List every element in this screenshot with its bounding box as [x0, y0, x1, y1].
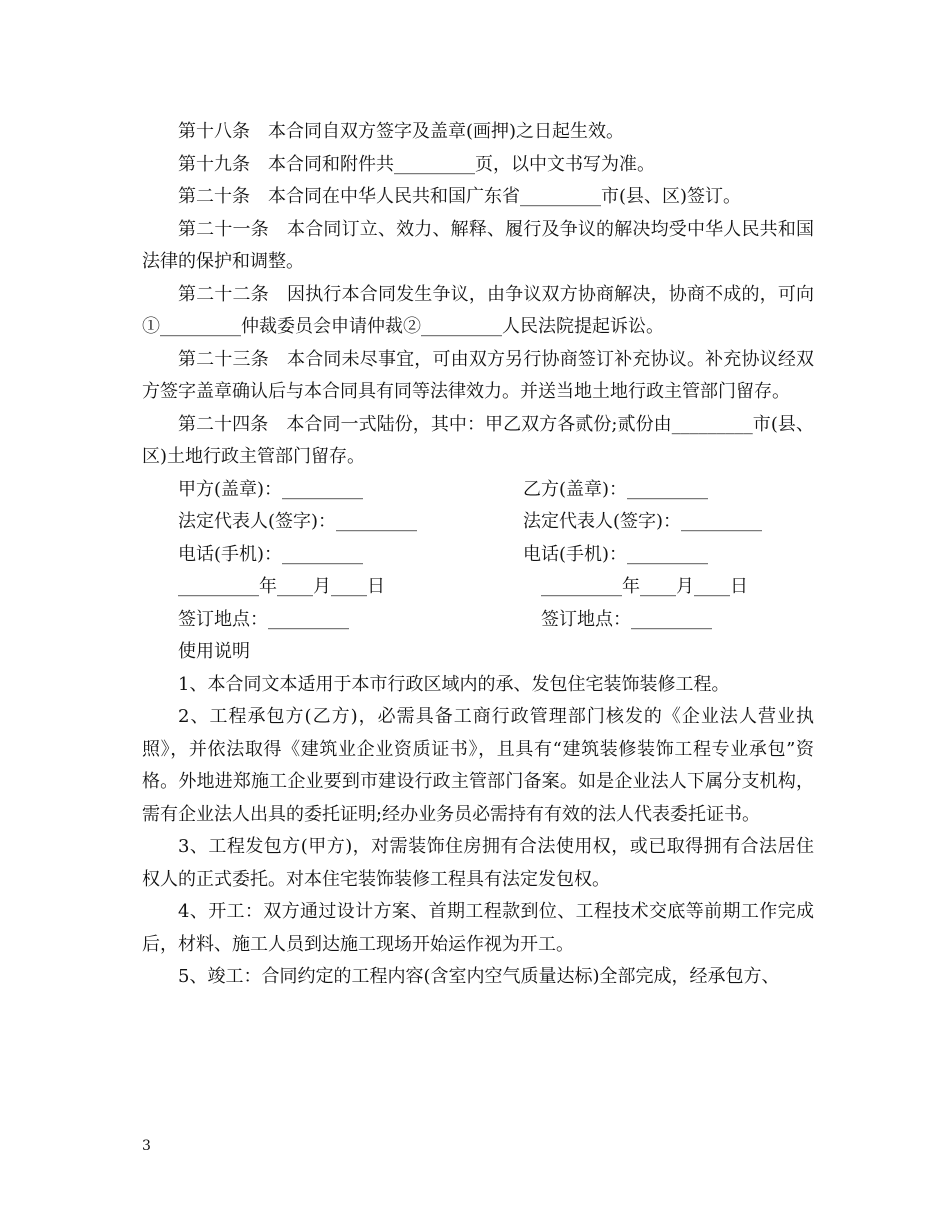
instructions-title: 使用说明	[178, 641, 250, 662]
clause-19: 第十九条 本合同和附件共_________页，以中文书写为准。	[178, 153, 655, 175]
instruction-1: 1、本合同文本适用于本市行政区域内的承、发包住宅装饰装修工程。	[178, 673, 730, 695]
instruction-2: 2、工程承包方(乙方)，必需具备工商行政管理部门核发的《企业法人营业执照》，并依法取得《建筑业企业资质证书》，且具有“建筑装修装饰工程专业承包”资格。外地进郑施工企业要到市建设行政主管部门备案。如是企业法人下属分支机构，需有企业法人出具的委托证明;经办业务员必需持有有效的法人代表委托证书。	[142, 706, 814, 825]
party-b-place: 签订地点：_________	[541, 608, 712, 630]
party-a-phone: 电话(手机)：_________	[178, 543, 364, 565]
signature-phone-row	[142, 539, 814, 572]
party-b-phone: 电话(手机)：_________	[523, 543, 709, 565]
clause-24: 第二十四条 本合同一式陆份，其中：甲乙双方各贰份;贰份由_________市(县、区)土地行政主管部门留存。	[142, 413, 814, 467]
instruction-4: 4、开工：双方通过设计方案、首期工程款到位、工程技术交底等前期工作完成后，材料、施工人员到达施工现场开始运作视为开工。	[142, 901, 814, 955]
clause-21: 第二十一条 本合同订立、效力、解释、履行及争议的解决均受中华人民共和国法律的保护和调整。	[142, 218, 814, 272]
clause-18: 第十八条 本合同自双方签字及盖章(画押)之日起生效。	[178, 121, 625, 142]
instruction-3: 3、工程发包方(甲方)，对需装饰住房拥有合法使用权，或已取得拥有合法居住权人的正式委托。对本住宅装饰装修工程具有法定发包权。	[142, 836, 814, 890]
signature-date-row	[142, 571, 814, 604]
party-a-date: _________年____月____日	[178, 576, 385, 597]
clause-20: 第二十条 本合同在中华人民共和国广东省_________市(县、区)签订。	[178, 186, 742, 207]
page-number: 3	[142, 1138, 151, 1154]
instruction-5: 5、竣工：合同约定的工程内容(含室内空气质量达标)全部完成，经承包方、	[178, 966, 780, 987]
clause-23: 第二十三条 本合同未尽事宜，可由双方另行协商签订补充协议。补充协议经双方签字盖章确认后与本合同具有同等法律效力。并送当地土地行政主管部门留存。	[142, 348, 814, 402]
party-b-date: _________年____月____日	[541, 576, 748, 597]
document-page	[142, 116, 814, 994]
signature-place-row	[142, 604, 814, 637]
clause-22: 第二十二条 因执行本合同发生争议，由争议双方协商解决，协商不成的，可向①_________仲裁委员会申请仲裁②_________人民法院提起诉讼。	[142, 283, 814, 337]
party-a-place: 签订地点：_________	[178, 608, 349, 630]
party-a-rep: 法定代表人(签字)：_________	[178, 511, 418, 532]
signature-seal-row	[142, 474, 814, 507]
party-a-seal: 甲方(盖章)：_________	[178, 478, 364, 500]
party-b-rep: 法定代表人(签字)：_________	[523, 511, 763, 532]
signature-rep-row	[142, 506, 814, 539]
party-b-seal: 乙方(盖章)：_________	[523, 478, 709, 500]
